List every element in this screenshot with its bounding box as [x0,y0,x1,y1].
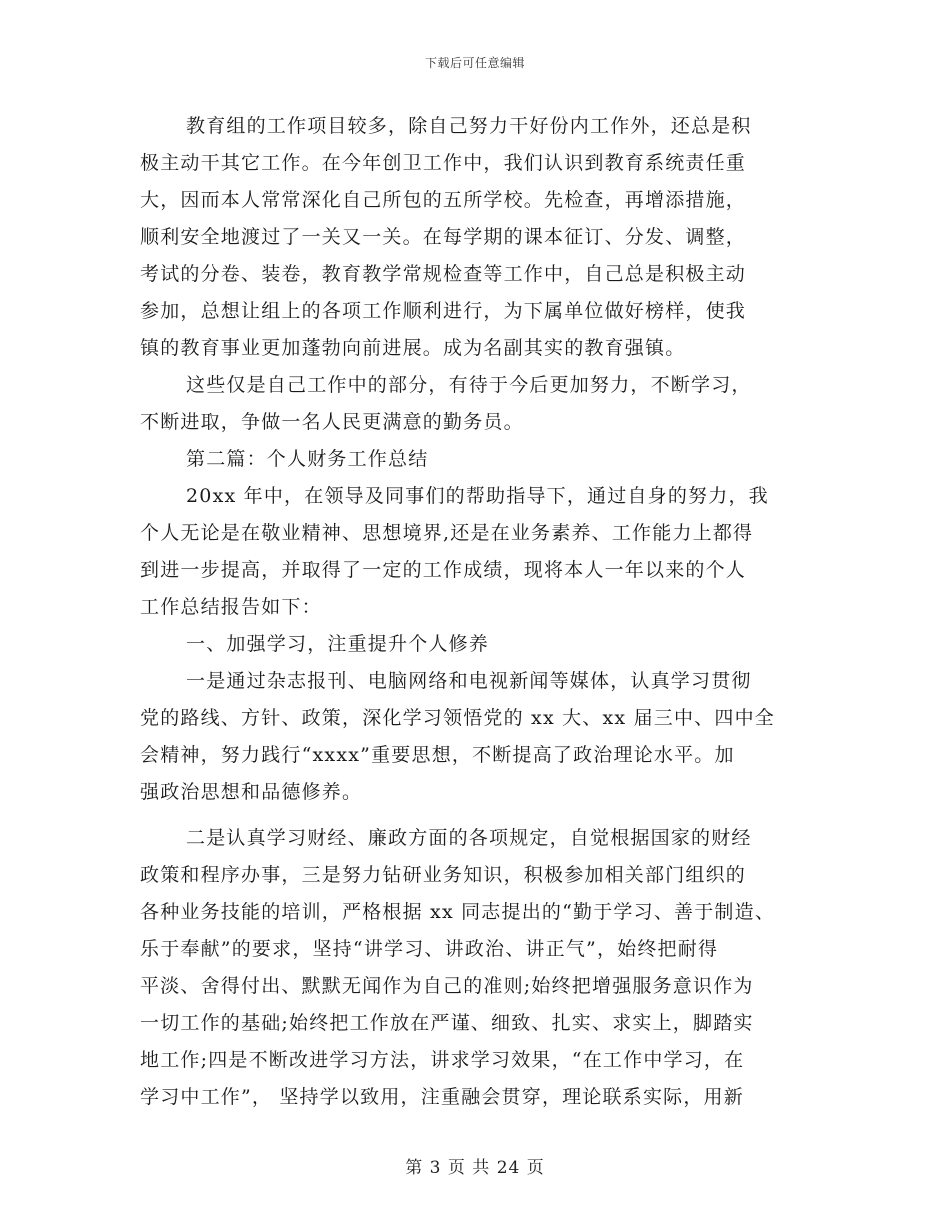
paragraph-line: 一切工作的基础;始终把工作放在严谨、细致、扎实、求实上，脚踏实 [140,1012,754,1034]
paragraph [140,108,820,367]
paragraph-line: 考试的分卷、装卷，教育教学常规检查等工作中，自己总是积极主动 [140,263,747,285]
paragraph [140,367,820,441]
paragraph-line: 工作总结报告如下： [140,596,322,618]
page-header: 下载后可任意编辑 [424,56,525,70]
paragraph-line: 大，因而本人常常深化自己所包的五所学校。先检查，再增添措施， [140,189,747,211]
paragraph [140,478,820,626]
paragraph-line: 各种业务技能的培训，严格根据 xx 同志提出的“勤于学习、善于制造、 [140,901,776,923]
paragraph-first-line: 二是认真学习财经、廉政方面的各项规定，自觉根据国家的财经 [186,827,752,849]
paragraph-line: 政策和程序办事，三是努力钻研业务知识，积极参加相关部门组织的 [140,864,747,886]
paragraph-line: 平淡、舍得付出、默默无闻作为自己的准则;始终把增强服务意识作为 [140,975,754,997]
paragraph-line: 极主动干其它工作。在今年创卫工作中，我们认识到教育系统责任重 [140,152,747,174]
paragraph [140,441,820,478]
paragraph-line: 党的路线、方针、政策，深化学习领悟党的 xx 大、xx 届三中、四中全 [140,707,775,729]
paragraph-first-line: 这些仅是自己工作中的部分，有待于今后更加努力，不断学习， [186,374,752,396]
paragraph-first-line: 20xx 年中，在领导及同事们的帮助指导下，通过自身的努力，我 [186,485,769,507]
paragraph-line: 参加，总想让组上的各项工作顺利进行，为下属单位做好榜样，使我 [140,300,747,322]
paragraph [140,820,820,1116]
document-body [140,108,820,1116]
paragraph-line: 个人无论是在敬业精神、思想境界,还是在业务素养、工作能力上都得 [140,522,754,544]
page-number-footer: 第 3 页 共 24 页 [405,1158,545,1178]
paragraph-line: 学习中工作”， 坚持学以致用，注重融会贯穿，理论联系实际，用新 [140,1086,744,1108]
paragraph-line: 强政治思想和品德修养。 [140,781,363,803]
paragraph-line: 地工作;四是不断改进学习方法，讲求学习效果，“在工作中学习，在 [140,1049,745,1071]
paragraph-first-line: 第二篇：个人财务工作总结 [186,448,429,470]
paragraph-line: 顺利安全地渡过了一关又一关。在每学期的课本征订、分发、调整， [140,226,747,248]
paragraph-first-line: 一、加强学习，注重提升个人修养 [186,633,490,655]
paragraph [140,626,820,663]
paragraph-line: 乐于奉献”的要求，坚持“讲学习、讲政治、讲正气”，始终把耐得 [140,938,719,960]
paragraph-line: 到进一步提高，并取得了一定的工作成绩，现将本人一年以来的个人 [140,559,747,581]
paragraph [140,663,820,811]
paragraph-first-line: 一是通过杂志报刊、电脑网络和电视新闻等媒体，认真学习贯彻 [186,670,752,692]
paragraph-line: 镇的教育事业更加蓬勃向前进展。成为名副其实的教育强镇。 [140,337,686,359]
paragraph-line: 会精神，努力践行“xxxx”重要思想，不断提高了政治理论水平。加 [140,744,735,766]
paragraph-line: 不断进取，争做一名人民更满意的勤务员。 [140,411,524,433]
paragraph-first-line: 教育组的工作项目较多，除自己努力干好份内工作外，还总是积 [186,115,752,137]
